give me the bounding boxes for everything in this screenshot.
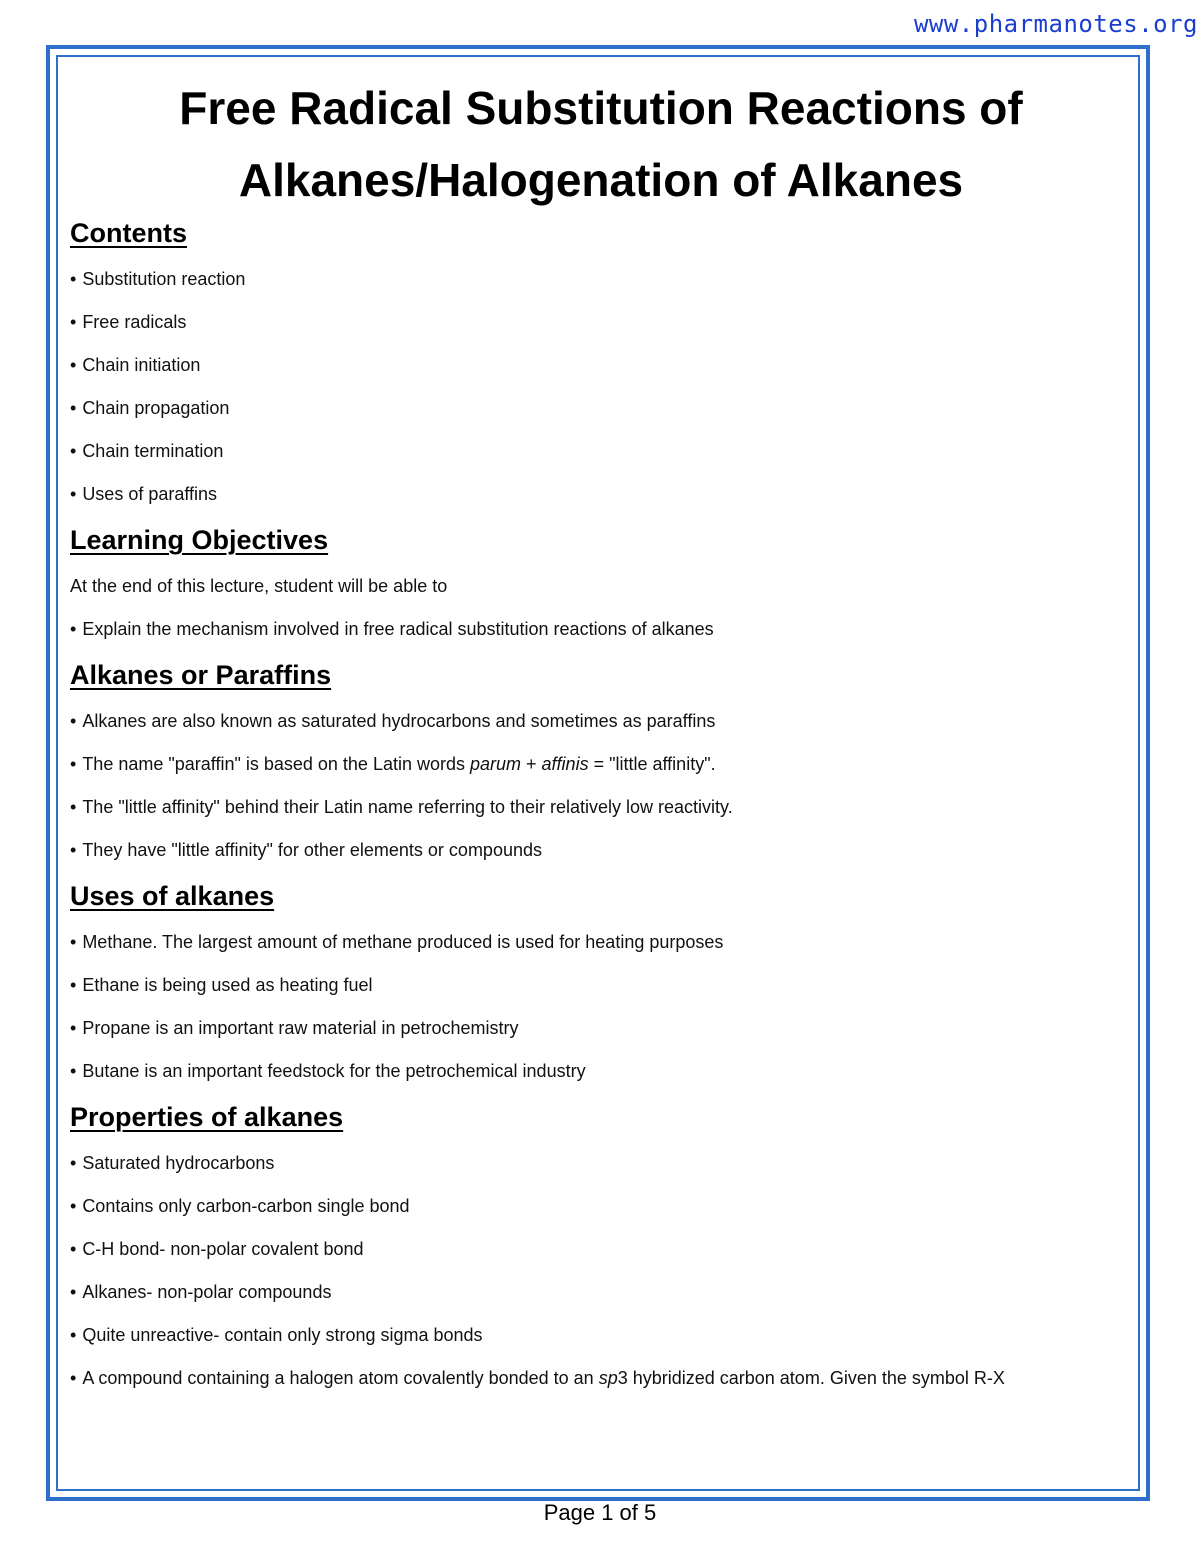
list-item: • A compound containing a halogen atom covalently bonded to an sp3 hybridized carbon atom. Given the symbol R-X [70, 1368, 1005, 1388]
title-line-1: Free Radical Substitution Reactions of [179, 82, 1023, 134]
list-item: • C-H bond- non-polar covalent bond [70, 1239, 364, 1259]
list-item: • Chain initiation [70, 355, 201, 375]
list-item: • Methane. The largest amount of methane produced is used for heating purposes [70, 932, 724, 952]
objectives-intro: At the end of this lecture, student will be able to [70, 576, 448, 596]
title-line-2: Alkanes/Halogenation of Alkanes [238, 154, 964, 206]
list-item: • Chain termination [70, 441, 224, 461]
list-item: • They have "little affinity" for other elements or compounds [70, 840, 542, 860]
uses-list [70, 932, 1132, 1082]
page-number: Page 1 of 5 [543, 1500, 657, 1525]
list-item: • Butane is an important feedstock for the petrochemical industry [70, 1061, 586, 1081]
contents-list [70, 269, 1132, 505]
page-title [70, 72, 1132, 216]
list-item: • Explain the mechanism involved in free radical substitution reactions of alkanes [70, 619, 714, 639]
paraffins-heading: Alkanes or Paraffins [70, 660, 332, 690]
uses-heading: Uses of alkanes [70, 881, 275, 911]
list-item: • Quite unreactive- contain only strong sigma bonds [70, 1325, 483, 1345]
properties-list [70, 1153, 1132, 1389]
document-body [70, 72, 1132, 1389]
paraffins-list [70, 711, 1132, 861]
list-item: • The name "paraffin" is based on the Latin words parum + affinis = "little affinity". [70, 754, 716, 774]
objectives-list [70, 576, 1132, 640]
list-item: • Substitution reaction [70, 269, 246, 289]
list-item: • Contains only carbon-carbon single bond [70, 1196, 410, 1216]
objectives-heading: Learning Objectives [70, 525, 329, 555]
list-item: • Chain propagation [70, 398, 230, 418]
list-item: • The "little affinity" behind their Latin name referring to their relatively low reactivity. [70, 797, 733, 817]
watermark-link[interactable]: www.pharmanotes.org [913, 10, 1198, 38]
list-item: • Free radicals [70, 312, 187, 332]
list-item: • Alkanes- non-polar compounds [70, 1282, 332, 1302]
list-item: • Propane is an important raw material in petrochemistry [70, 1018, 519, 1038]
list-item: • Saturated hydrocarbons [70, 1153, 275, 1173]
contents-heading: Contents [70, 218, 187, 248]
properties-heading: Properties of alkanes [70, 1102, 344, 1132]
list-item: • Ethane is being used as heating fuel [70, 975, 373, 995]
list-item: • Uses of paraffins [70, 484, 218, 504]
list-item: • Alkanes are also known as saturated hydrocarbons and sometimes as paraffins [70, 711, 716, 731]
